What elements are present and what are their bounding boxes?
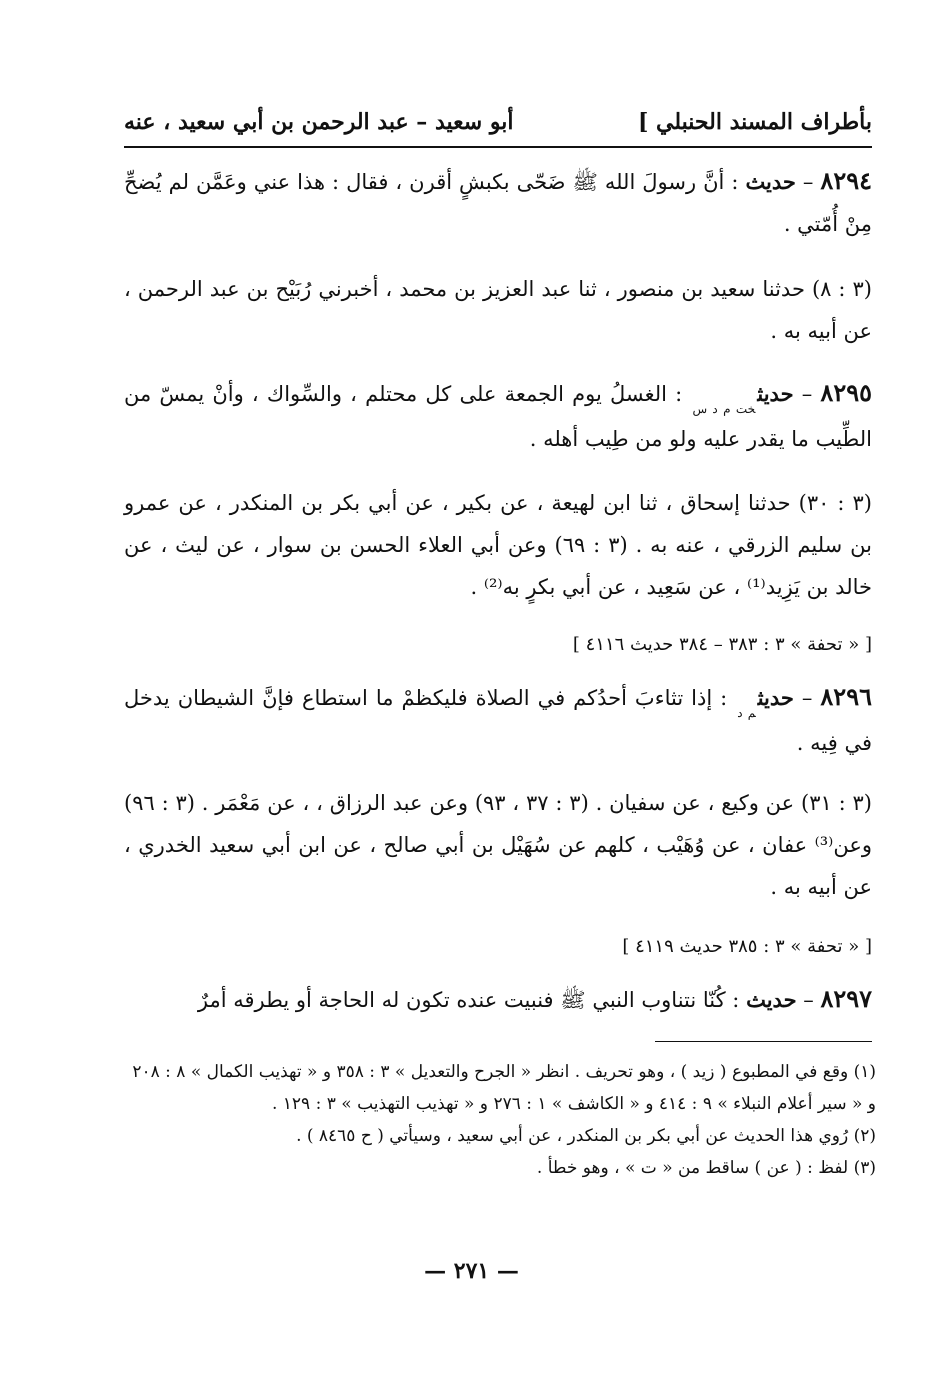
tuhfa-reference: [ « تحفة » ٣ : ٣٨٣ – ٣٨٤ حديث ٤١١٦ ] xyxy=(572,634,872,655)
hadith-keyword: حديث xyxy=(745,169,796,194)
footnote-item: (٣) لفظ : ( عن ) ساقط من « ت » ، وهو خطأ . xyxy=(536,1158,876,1178)
hadith-text: : كُنّا نتناوب النبي ﷺ فنبيت عنده تكون له الحاجة أو يطرقه أمرٌ xyxy=(197,988,740,1012)
hadith-keyword: حديث xyxy=(746,987,797,1012)
footnote-rule xyxy=(655,1041,872,1042)
hadith-isnad xyxy=(124,782,872,908)
collection-sigla: خت م د س xyxy=(692,402,756,416)
collection-sigla: م د xyxy=(737,706,756,720)
hadith-text: : إذا تثاءبَ أحدُكم في الصلاة فليكظمْ ما استطاع فإنَّ الشيطان يدخل في فِيه . xyxy=(124,686,872,755)
footnote-item: (٢) رُوي هذا الحديث عن أبي بكر بن المنكدر ، عن أبي سعيد ، وسيأتي ( ح ٨٤٦٥ ) . xyxy=(296,1126,876,1146)
hadith-text: : الغسلُ يوم الجمعة على كل محتلم ، والسِّواك ، وأنْ يمسّ من الطِّيب ما يقدر عليه ولو من طِيب أهله . xyxy=(124,382,872,451)
page-number: — ٢٧١ — xyxy=(424,1258,519,1284)
running-header xyxy=(124,100,872,144)
hadith-entry: ٨٢٩٦ – حديث$_{م د}$ : إذا تثاءبَ أحدُكم في الصلاة فليكظمْ ما استطاع فإنَّ الشيطان يدخل في فِيه . xyxy=(124,682,872,755)
hadith-number: ٨٢٩٦ xyxy=(820,682,872,711)
hadith-number: ٨٢٩٧ xyxy=(820,984,872,1013)
hadith-entry: ٨٢٩٥ – حديث$_{خت م د س}$ : الغسلُ يوم الجمعة على كل محتلم ، والسِّواك ، وأنْ يمسّ من الطِّيب ما يقدر عليه ولو من طِيب أهله . xyxy=(124,378,872,451)
footnotes xyxy=(124,1056,876,1184)
hadith-entry: ٨٢٩٤ – حديث : أنَّ رسولَ الله ﷺ ضَحّى بكبشٍ أقرن ، فقال : هذا عني وعَمَّن لم يُضحِّ مِنْ أُمّتي . xyxy=(124,166,872,236)
hadith-number: ٨٢٩٥ xyxy=(820,378,872,407)
hadith-entry: ٨٢٩٧ – حديث : كُنّا نتناوب النبي ﷺ فنبيت عنده تكون له الحاجة أو يطرقه أمرٌ xyxy=(197,984,872,1013)
header-book-title: بأطراف المسند الحنبلي ] xyxy=(637,109,872,135)
isnad-text: (٣ : ٣٠) حدثنا إسحاق ، ثنا ابن لهيعة ، عن بكير ، عن أبي بكر بن المنكدر ، عن عمرو بن سليم الزرقي ، عنه به . (٣ : ٦٩) وعن أبي العلاء الحسن بن سوار ، عن ليث ، عن خالد بن يَزِيد⁽¹⁾ ، عن سَعِيد ، عن أبي بكرٍ به⁽²⁾ . xyxy=(124,491,873,599)
isnad-text: (٣ : ٨) حدثنا سعيد بن منصور ، ثنا عبد العزيز بن محمد ، أخبرني رُبَيْح بن عبد الرحمن ، عن أبيه به . xyxy=(124,277,872,343)
footnote-item: (١) وقع في المطبوع ( زيد ) ، وهو تحريف . انظر « الجرح والتعديل » ٣ : ٣٥٨ و « تهذيب الكمال » ٨ : ٢٠٨ و « سير أعلام النبلاء » ٩ : ٤١٤ و « الكاشف » ١ : ٢٧٦ و « تهذيب التهذيب » ٣ : ١٢٩ . xyxy=(132,1062,876,1114)
hadith-number: ٨٢٩٤ xyxy=(820,166,872,195)
hadith-isnad xyxy=(124,482,872,608)
header-section-title: أبو سعيد – عبد الرحمن بن أبي سعيد ، عنه xyxy=(124,109,514,135)
hadith-keyword: حديث xyxy=(757,381,794,406)
hadith-keyword: حديث xyxy=(757,685,794,710)
isnad-text: (٣ : ٣١) عن وكيع ، عن سفيان . (٣ : ٣٧ ، ٩٣) وعن عبد الرزاق ، ، عن مَعْمَر . (٣ : ٩٦) وعن⁽³⁾ عفان ، عن وُهَيْب ، كلهم عن سُهَيْل بن أبي صالح ، عن ابن أبي سعيد الخدري ، عن أبيه به . xyxy=(124,791,872,899)
hadith-isnad xyxy=(124,268,872,352)
header-rule xyxy=(124,146,872,148)
tuhfa-reference: [ « تحفة » ٣ : ٣٨٥ حديث ٤١١٩ ] xyxy=(622,936,872,957)
hadith-text: : أنَّ رسولَ الله ﷺ ضَحّى بكبشٍ أقرن ، فقال : هذا عني وعَمَّن لم يُضحِّ مِنْ أُمّتي . xyxy=(124,170,872,236)
